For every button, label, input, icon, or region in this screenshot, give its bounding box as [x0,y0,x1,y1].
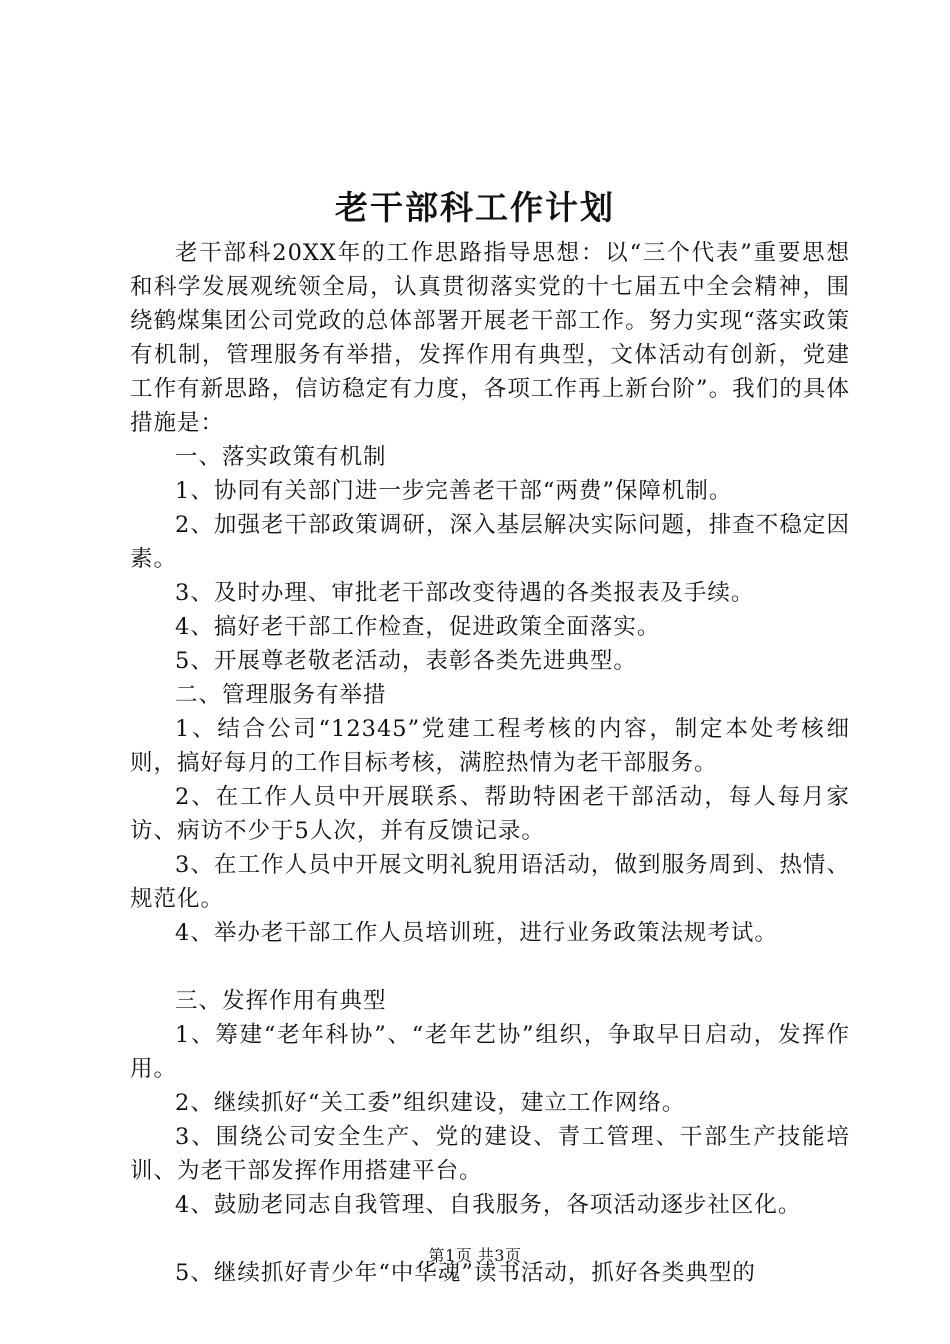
list-item: 1、结合公司“12345”党建工程考核的内容，制定本处考核细则，搞好每月的工作目标考核，满腔热情为老干部服务。 [130,716,850,776]
page-number-footer: 第1页 共3页 [428,1246,522,1265]
document-body [130,236,850,1290]
list-item: 5、继续抓好青少年“中华魂”读书活动，抓好各类典型的 [175,1260,756,1286]
list-item: 2、加强老干部政策调研，深入基层解决实际问题，排查不稳定因素。 [130,512,850,572]
section-heading: 二、管理服务有举措 [175,682,387,708]
list-item: 3、及时办理、审批老干部改变待遇的各类报表及手续。 [175,580,755,606]
intro-paragraph: 老干部科20XX年的工作思路指导思想：以“三个代表”重要思想和科学发展观统领全局，认真贯彻落实党的十七届五中全会精神，围绕鹤煤集团公司党政的总体部署开展老干部工作。努力实现“落实政策有机制，管理服务有举措，发挥作用有典型，文体活动有创新，党建工作有新思路，信访稳定有力度，各项工作再上新台阶”。我们的具体措施是： [130,240,850,436]
list-item: 4、鼓励老同志自我管理、自我服务，各项活动逐步社区化。 [175,1192,802,1218]
section-heading: 一、落实政策有机制 [175,444,387,470]
section-heading: 三、发挥作用有典型 [175,988,387,1014]
list-item: 3、在工作人员中开展文明礼貌用语活动，做到服务周到、热情、规范化。 [130,852,850,912]
document-title: 老干部科工作计划 [335,188,615,227]
list-item: 3、围绕公司安全生产、党的建设、青工管理、干部生产技能培训、为老干部发挥作用搭建平台。 [130,1124,850,1184]
list-item: 2、在工作人员中开展联系、帮助特困老干部活动，每人每月家访、病访不少于5人次，并有反馈记录。 [130,784,850,844]
list-item: 5、开展尊老敬老活动，表彰各类先进典型。 [175,648,637,674]
list-item: 4、举办老干部工作人员培训班，进行业务政策法规考试。 [175,920,778,946]
list-item: 2、继续抓好“关工委”组织建设，建立工作网络。 [175,1090,686,1116]
list-item: 1、筹建“老年科协”、“老年艺协”组织，争取早日启动，发挥作用。 [130,1022,850,1082]
blank-line [130,950,850,984]
list-item: 4、搞好老干部工作检查，促进政策全面落实。 [175,614,661,640]
list-item: 1、协同有关部门进一步完善老干部“两费”保障机制。 [175,478,733,504]
